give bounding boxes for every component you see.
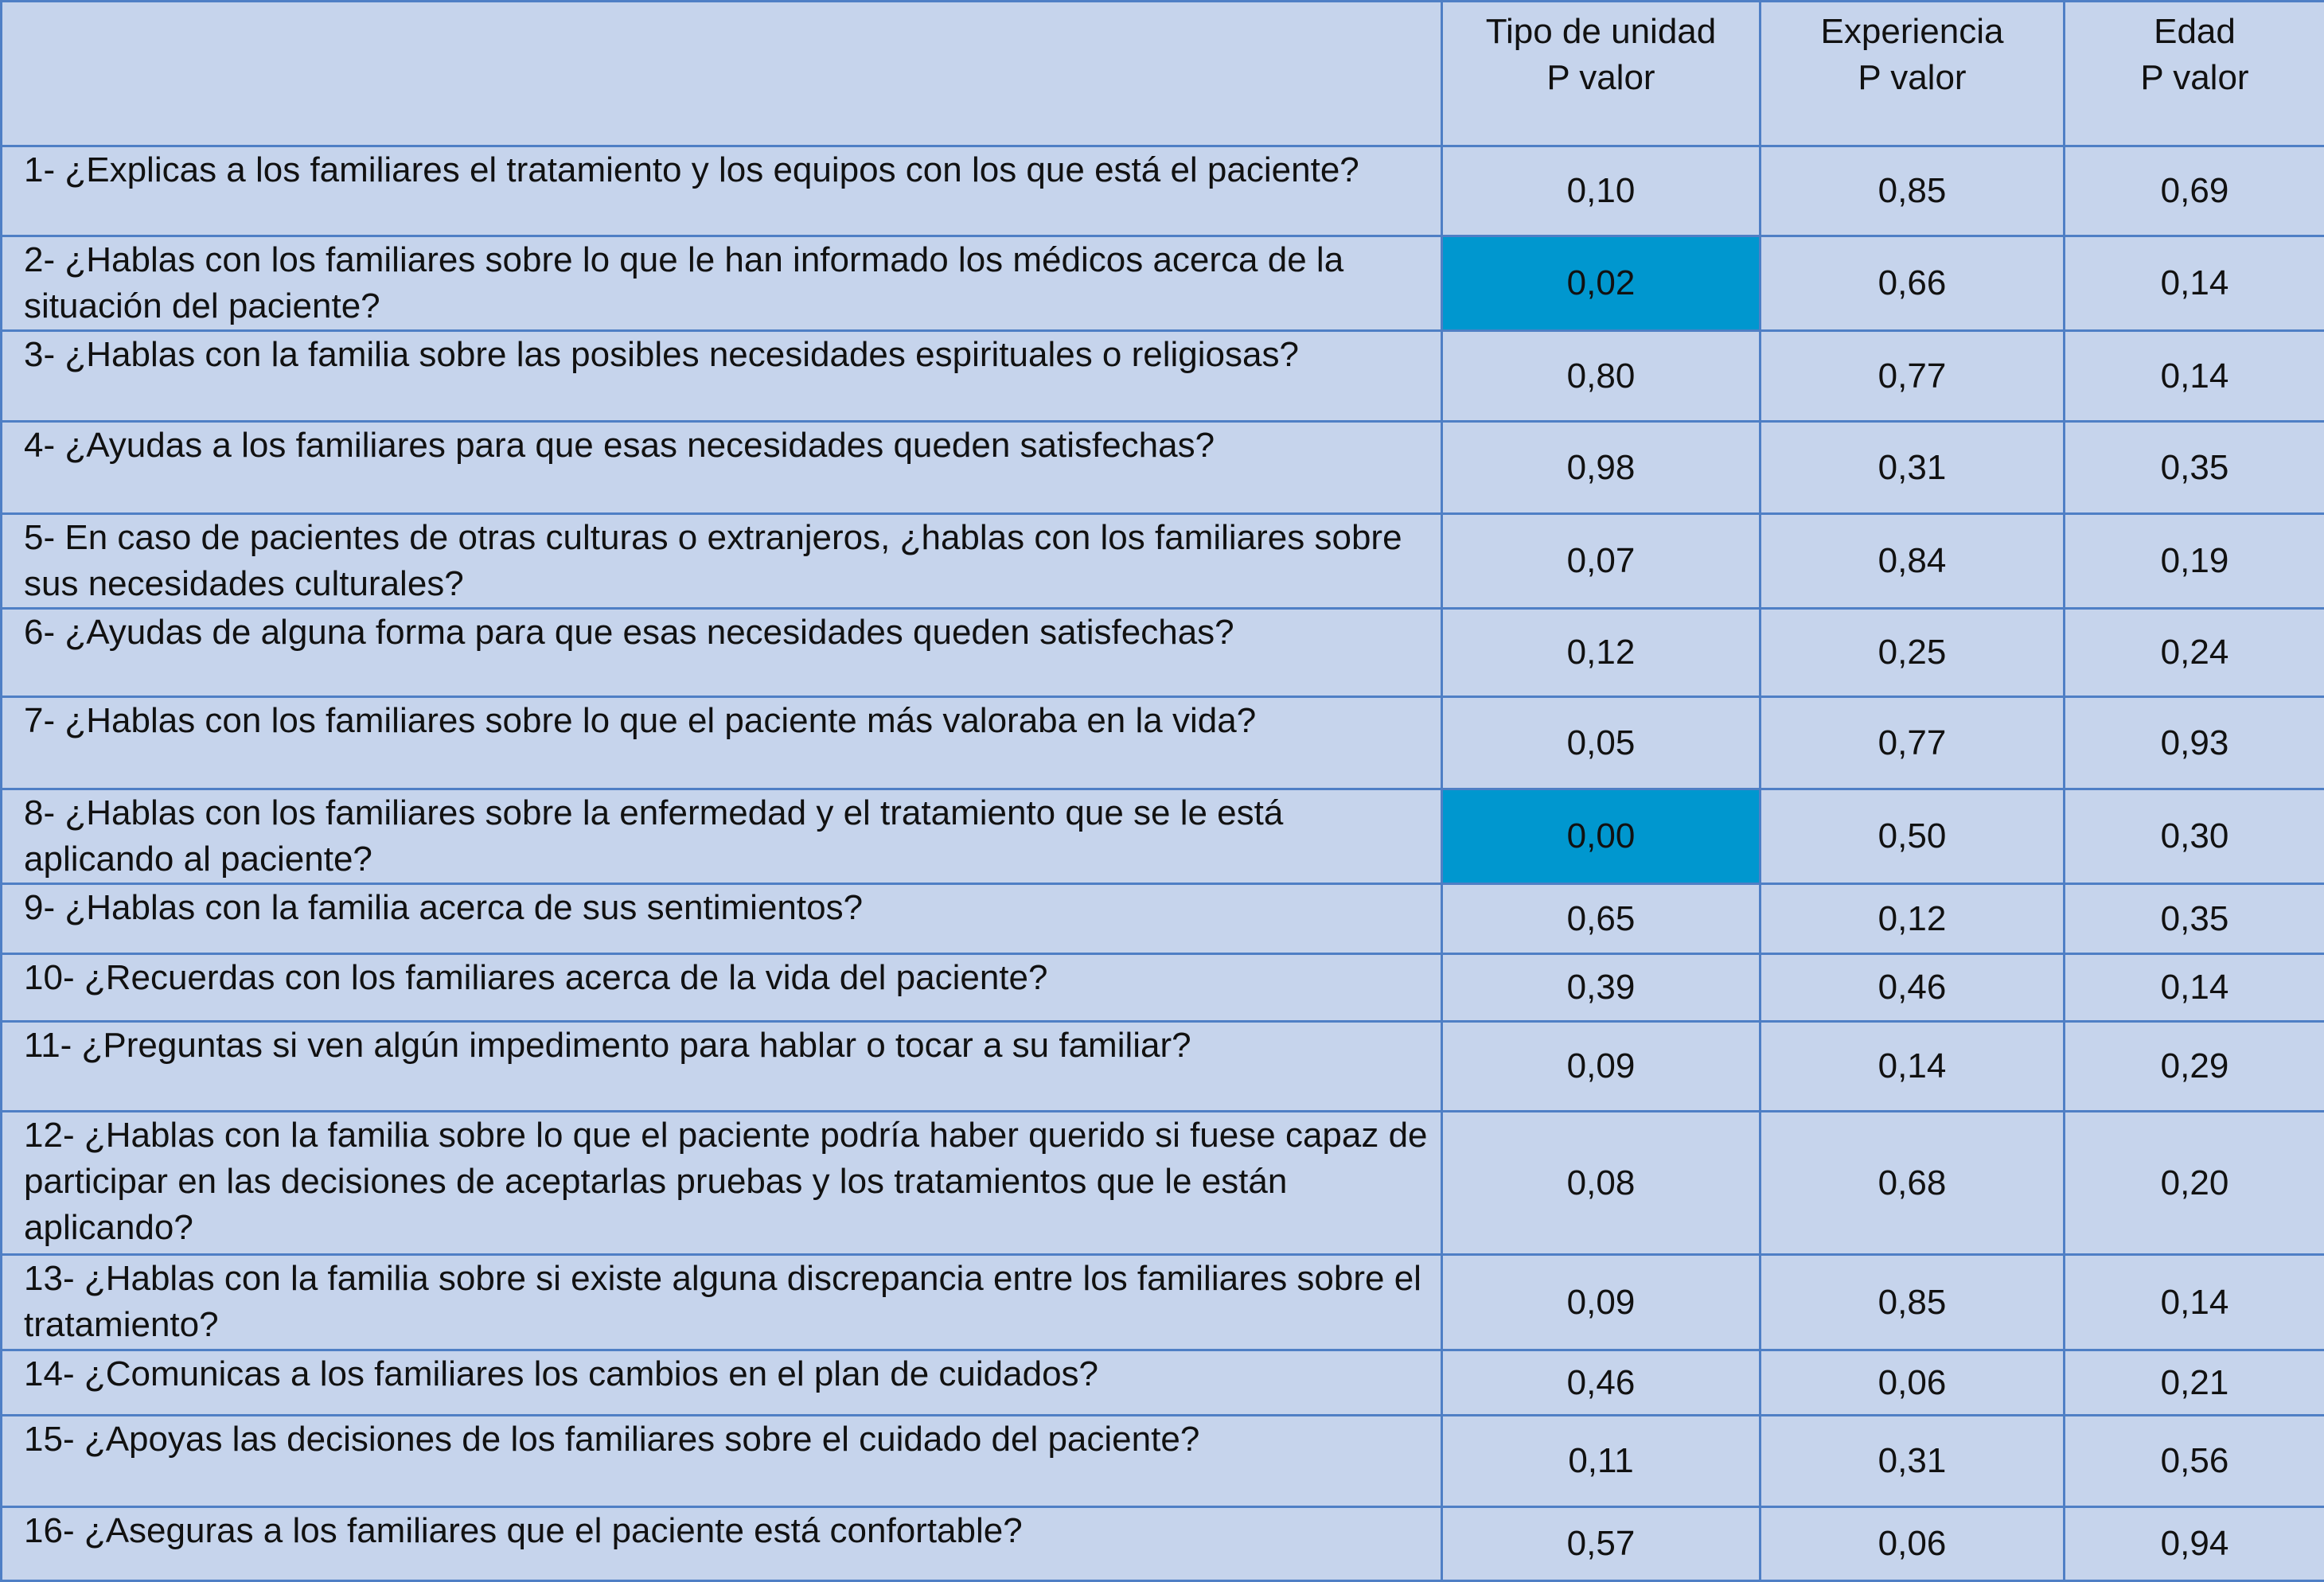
experiencia-p-value: 0,84: [1761, 514, 2065, 609]
question-cell: 13- ¿Hablas con la familia sobre si existe alguna discrepancia entre los familiares sobre el tratamiento?: [2, 1255, 1442, 1350]
edad-p-value: 0,35: [2065, 422, 2324, 514]
experiencia-p-value: 0,68: [1761, 1112, 2065, 1255]
question-cell: 16- ¿Aseguras a los familiares que el paciente está confortable?: [2, 1507, 1442, 1581]
table-row: [2, 1350, 2324, 1416]
tipo-de-unidad-p-value: 0,98: [1442, 422, 1761, 514]
header-sublabel: P valor: [1443, 55, 1759, 101]
header-label: Experiencia: [1761, 9, 2063, 55]
table-body: [2, 146, 2324, 1581]
table-row: [2, 422, 2324, 514]
header-question-cell: [2, 2, 1442, 146]
edad-p-value: 0,30: [2065, 789, 2324, 884]
question-cell: 5- En caso de pacientes de otras culturas o extranjeros, ¿hablas con los familiares sobre sus necesidades culturales?: [2, 514, 1442, 609]
tipo-de-unidad-p-value: 0,46: [1442, 1350, 1761, 1416]
tipo-de-unidad-p-value: 0,12: [1442, 609, 1761, 697]
table-row: [2, 697, 2324, 789]
table-row: [2, 954, 2324, 1022]
edad-p-value: 0,94: [2065, 1507, 2324, 1581]
table-row: [2, 1255, 2324, 1350]
tipo-de-unidad-p-value: 0,65: [1442, 884, 1761, 954]
header-sublabel: P valor: [1761, 55, 2063, 101]
table-row: [2, 884, 2324, 954]
question-cell: 7- ¿Hablas con los familiares sobre lo que el paciente más valoraba en la vida?: [2, 697, 1442, 789]
edad-p-value: 0,35: [2065, 884, 2324, 954]
experiencia-p-value: 0,06: [1761, 1507, 2065, 1581]
edad-p-value: 0,69: [2065, 146, 2324, 236]
table-row: [2, 1022, 2324, 1112]
experiencia-p-value: 0,85: [1761, 1255, 2065, 1350]
tipo-de-unidad-p-value: 0,11: [1442, 1416, 1761, 1507]
header-row: [2, 2, 2324, 146]
edad-p-value: 0,93: [2065, 697, 2324, 789]
tipo-de-unidad-p-value: 0,57: [1442, 1507, 1761, 1581]
header-tipo-de-unidad: [1442, 2, 1761, 146]
table-row: [2, 331, 2324, 422]
experiencia-p-value: 0,12: [1761, 884, 2065, 954]
edad-p-value: 0,29: [2065, 1022, 2324, 1112]
question-cell: 10- ¿Recuerdas con los familiares acerca de la vida del paciente?: [2, 954, 1442, 1022]
question-cell: 2- ¿Hablas con los familiares sobre lo que le han informado los médicos acerca de la situación del paciente?: [2, 236, 1442, 331]
edad-p-value: 0,20: [2065, 1112, 2324, 1255]
edad-p-value: 0,14: [2065, 954, 2324, 1022]
experiencia-p-value: 0,14: [1761, 1022, 2065, 1112]
table-row: [2, 789, 2324, 884]
experiencia-p-value: 0,50: [1761, 789, 2065, 884]
question-cell: 11- ¿Preguntas si ven algún impedimento para hablar o tocar a su familiar?: [2, 1022, 1442, 1112]
tipo-de-unidad-p-value: 0,09: [1442, 1022, 1761, 1112]
table-row: [2, 1112, 2324, 1255]
table-row: [2, 1416, 2324, 1507]
edad-p-value: 0,21: [2065, 1350, 2324, 1416]
edad-p-value: 0,14: [2065, 331, 2324, 422]
tipo-de-unidad-p-value: 0,02: [1442, 236, 1761, 331]
tipo-de-unidad-p-value: 0,07: [1442, 514, 1761, 609]
edad-p-value: 0,19: [2065, 514, 2324, 609]
table-row: [2, 1507, 2324, 1581]
table-row: [2, 514, 2324, 609]
tipo-de-unidad-p-value: 0,05: [1442, 697, 1761, 789]
table-row: [2, 609, 2324, 697]
question-cell: 3- ¿Hablas con la familia sobre las posibles necesidades espirituales o religiosas?: [2, 331, 1442, 422]
question-cell: 6- ¿Ayudas de alguna forma para que esas necesidades queden satisfechas?: [2, 609, 1442, 697]
header-label: Edad: [2065, 9, 2324, 55]
table-row: [2, 146, 2324, 236]
experiencia-p-value: 0,06: [1761, 1350, 2065, 1416]
question-cell: 9- ¿Hablas con la familia acerca de sus sentimientos?: [2, 884, 1442, 954]
tipo-de-unidad-p-value: 0,09: [1442, 1255, 1761, 1350]
experiencia-p-value: 0,46: [1761, 954, 2065, 1022]
header-experiencia: [1761, 2, 2065, 146]
question-cell: 12- ¿Hablas con la familia sobre lo que el paciente podría haber querido si fuese capaz de participar en las decisiones de aceptarlas pruebas y los tratamientos que le están aplicando?: [2, 1112, 1442, 1255]
edad-p-value: 0,56: [2065, 1416, 2324, 1507]
experiencia-p-value: 0,25: [1761, 609, 2065, 697]
question-cell: 15- ¿Apoyas las decisiones de los familiares sobre el cuidado del paciente?: [2, 1416, 1442, 1507]
question-cell: 8- ¿Hablas con los familiares sobre la enfermedad y el tratamiento que se le está aplicando al paciente?: [2, 789, 1442, 884]
header-edad: [2065, 2, 2324, 146]
edad-p-value: 0,24: [2065, 609, 2324, 697]
edad-p-value: 0,14: [2065, 1255, 2324, 1350]
question-cell: 14- ¿Comunicas a los familiares los cambios en el plan de cuidados?: [2, 1350, 1442, 1416]
experiencia-p-value: 0,31: [1761, 1416, 2065, 1507]
tipo-de-unidad-p-value: 0,08: [1442, 1112, 1761, 1255]
question-cell: 4- ¿Ayudas a los familiares para que esas necesidades queden satisfechas?: [2, 422, 1442, 514]
tipo-de-unidad-p-value: 0,00: [1442, 789, 1761, 884]
tipo-de-unidad-p-value: 0,80: [1442, 331, 1761, 422]
experiencia-p-value: 0,77: [1761, 697, 2065, 789]
header-label: Tipo de unidad: [1443, 9, 1759, 55]
tipo-de-unidad-p-value: 0,10: [1442, 146, 1761, 236]
table-row: [2, 236, 2324, 331]
experiencia-p-value: 0,85: [1761, 146, 2065, 236]
question-cell: 1- ¿Explicas a los familiares el tratamiento y los equipos con los que está el paciente?: [2, 146, 1442, 236]
tipo-de-unidad-p-value: 0,39: [1442, 954, 1761, 1022]
experiencia-p-value: 0,77: [1761, 331, 2065, 422]
experiencia-p-value: 0,66: [1761, 236, 2065, 331]
edad-p-value: 0,14: [2065, 236, 2324, 331]
experiencia-p-value: 0,31: [1761, 422, 2065, 514]
header-sublabel: P valor: [2065, 55, 2324, 101]
